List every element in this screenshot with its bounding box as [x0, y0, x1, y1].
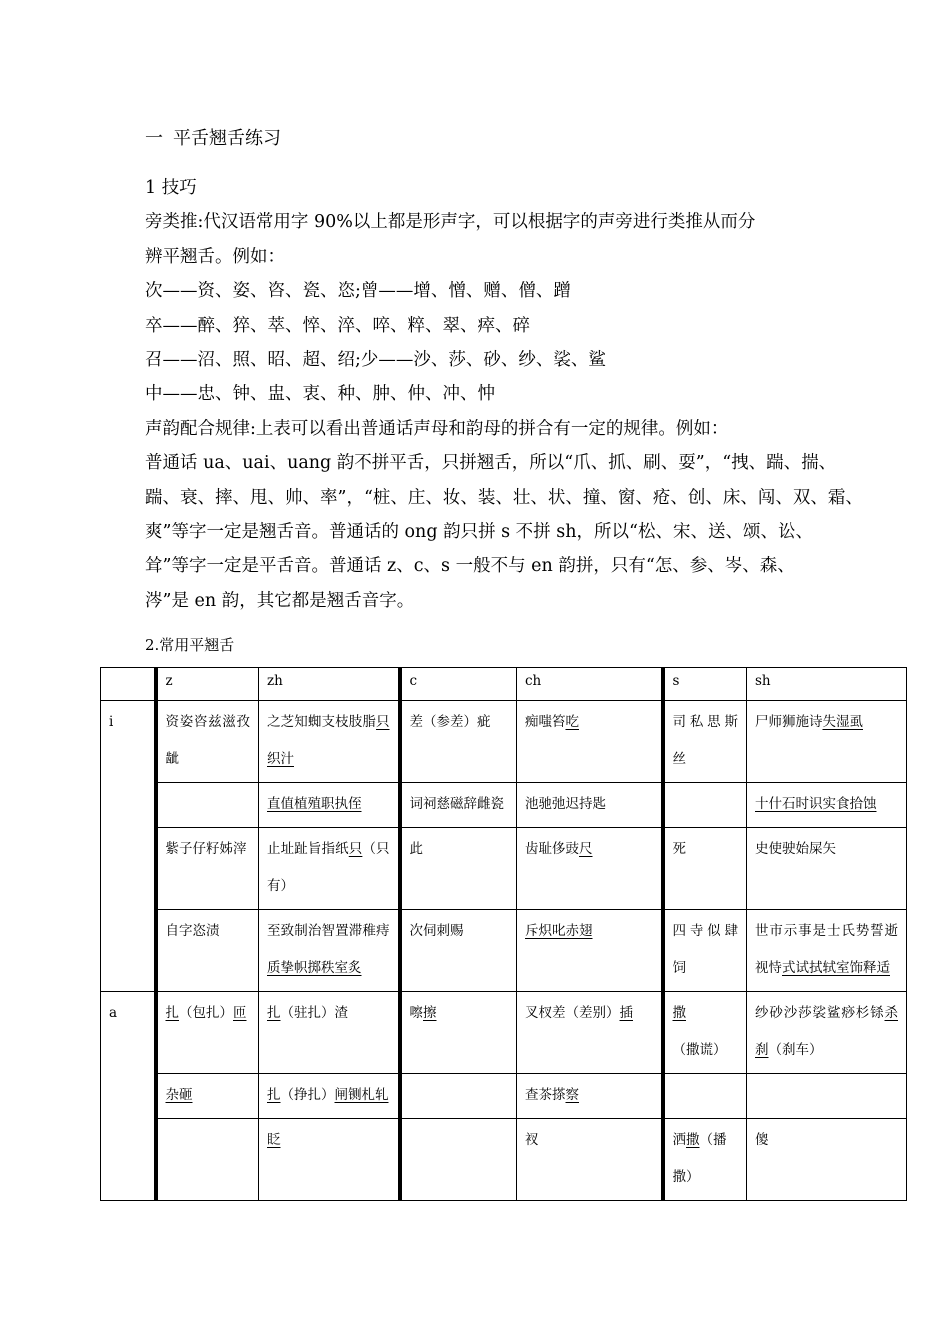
table-cell: [259, 828, 400, 910]
table-cell: [747, 701, 907, 783]
cell-text: 嚓: [409, 1005, 423, 1021]
table-row: [101, 783, 907, 828]
cell-text: 自字恣渍: [165, 923, 220, 939]
underlined-text: 眨: [267, 1132, 281, 1148]
table-cell: [259, 701, 400, 783]
cell-text: 查茶搽: [525, 1087, 566, 1103]
underlined-text: 扎: [267, 1005, 281, 1021]
table-cell: [400, 910, 517, 992]
cell-text: 纱砂沙莎裟鲨痧杉铩: [755, 1005, 885, 1021]
underlined-text: 斥炽叱赤翅: [525, 923, 593, 939]
cell-text: 史使驶始屎矢: [755, 841, 836, 857]
section-title: 平舌翘舌练习: [173, 128, 281, 149]
cell-text: 此: [409, 841, 423, 857]
underlined-text: 只织汁: [267, 714, 390, 767]
cell-text: 洒: [672, 1132, 686, 1148]
table-cell: [663, 783, 747, 828]
table-cell: [259, 910, 400, 992]
table-cell: [400, 783, 517, 828]
header-cell: zh: [259, 668, 400, 701]
body-line: 1 技巧: [145, 178, 197, 198]
underlined-text: 匝: [233, 1005, 247, 1021]
table-cell: [747, 783, 907, 828]
underlined-text: 只: [348, 841, 363, 857]
table-cell: [400, 992, 517, 1074]
underlined-text: 杂砸: [165, 1087, 193, 1103]
cell-text: 死: [672, 841, 686, 857]
underlined-text: 察: [565, 1087, 579, 1103]
table-cell: [400, 1119, 517, 1201]
header-cell: c: [400, 668, 517, 701]
table-row: [101, 992, 907, 1074]
underlined-text: 闸铡札轧: [334, 1087, 389, 1103]
cell-text: 痴嗤笞: [525, 714, 566, 730]
table-cell: [663, 910, 747, 992]
cell-text: 差（参差）疵: [409, 714, 491, 730]
table-body: [101, 701, 907, 1201]
underlined-text: 直值植殖职执侄: [267, 796, 362, 812]
table-row: [101, 1119, 907, 1201]
underlined-text: 擦: [423, 1005, 437, 1021]
underlined-text: 插: [619, 1005, 633, 1021]
header-cell: sh: [747, 668, 907, 701]
body-line: 卒——醉、猝、萃、悴、淬、啐、粹、翠、瘁、碎: [145, 315, 530, 336]
body-line: 旁类推:代汉语常用字 90%以上都是形声字，可以根据字的声旁进行类推从而分: [145, 212, 756, 233]
cell-text: （刹车）: [768, 1042, 823, 1058]
table-row: [101, 701, 907, 783]
table-cell: [156, 701, 259, 783]
section-number: 一: [145, 128, 163, 149]
table-cell: [663, 1074, 747, 1119]
header-cell: s: [663, 668, 747, 701]
table-cell: [259, 783, 400, 828]
underlined-text: 质挚帜掷秩室炙: [267, 960, 362, 976]
table-cell: [156, 1119, 259, 1201]
table-cell: [663, 1119, 747, 1201]
cell-text: 资姿咨兹滋孜龇: [165, 714, 250, 767]
body-line: 涔”是 en 韵，其它都是翘舌音字。: [145, 590, 415, 611]
table-cell: [517, 910, 663, 992]
underlined-text: 十什石时识实食拾蚀: [755, 796, 877, 812]
cell-text: 之芝知蜘支枝肢脂: [267, 714, 376, 730]
underlined-text: 失湿虱: [822, 714, 863, 730]
table-caption: 2.常用平翘舌: [145, 636, 235, 654]
body-line: 爽”等字一定是翘舌音。普通话的 ong 韵只拼 s 不拼 sh，所以“松、宋、送、颂、讼、: [145, 522, 813, 543]
table-cell: [400, 1074, 517, 1119]
cell-text: （驻扎）渣: [280, 1005, 348, 1021]
table-cell: [156, 910, 259, 992]
body-line: 召——沼、照、昭、超、绍;少——沙、莎、砂、纱、裟、鲨: [145, 350, 606, 371]
cell-text: 紫子仔籽姊滓: [165, 841, 247, 857]
table-cell: [400, 701, 517, 783]
table-cell: [663, 992, 747, 1074]
header-cell: ch: [517, 668, 663, 701]
cell-text: 池驰弛迟持匙: [525, 796, 606, 812]
header-cell: z: [156, 668, 259, 701]
table-cell: [400, 828, 517, 910]
cell-text: 次伺刺赐: [409, 923, 464, 939]
cell-text: （挣扎）: [280, 1087, 335, 1103]
table-cell: [747, 992, 907, 1074]
underlined-text: 撒: [672, 1005, 686, 1021]
table-cell: [747, 828, 907, 910]
table-cell: [747, 1119, 907, 1201]
cell-text: （只有）: [267, 841, 390, 894]
table-cell: [259, 1119, 400, 1201]
body-line: 次——资、姿、咨、瓷、恣;曾——增、憎、赠、僧、蹭: [145, 281, 571, 302]
table-cell: [156, 1074, 259, 1119]
section-heading: [145, 124, 281, 150]
cell-text: （包扎）: [179, 1005, 233, 1021]
cell-text: 词祠慈磁辞雌瓷: [409, 796, 504, 812]
table-cell: [259, 992, 400, 1074]
cell-text: 齿耻侈豉: [525, 841, 579, 857]
underlined-text: 扎: [165, 1005, 179, 1021]
table-cell: [517, 828, 663, 910]
body-line: 中——忠、钟、盅、衷、种、肿、仲、冲、忡: [145, 384, 495, 405]
table-header-row: [101, 668, 907, 701]
pinyin-table: [100, 667, 907, 1201]
table-cell: [517, 783, 663, 828]
body-line: 普通话 ua、uai、uang 韵不拼平舌，只拼翘舌，所以“爪、抓、刷、耍”，“拽、踹、揣、: [145, 453, 837, 474]
cell-text: 衩: [525, 1132, 539, 1148]
row-label-cell: a: [101, 992, 156, 1201]
table-cell: [156, 783, 259, 828]
body-line: 踹、衰、摔、甩、帅、率”，“桩、庄、妆、装、壮、状、撞、窗、疮、创、床、闯、双、霜、: [145, 487, 863, 508]
table-row: [101, 910, 907, 992]
cell-text: 司私思斯丝: [672, 714, 738, 767]
body-line: 声韵配合规律:上表可以看出普通话声母和韵母的拼合有一定的规律。例如：: [145, 418, 729, 439]
table-cell: [663, 701, 747, 783]
table-cell: [156, 992, 259, 1074]
underlined-text: 吃: [565, 714, 579, 730]
underlined-text: 撒: [686, 1132, 700, 1148]
table-cell: [517, 1119, 663, 1201]
cell-text: 尸师狮施诗: [755, 714, 823, 730]
underlined-text: 杀刹: [755, 1005, 898, 1058]
table-cell: [259, 1074, 400, 1119]
table-row: [101, 828, 907, 910]
table-cell: [517, 701, 663, 783]
table-cell: [663, 828, 747, 910]
body-text: [145, 171, 863, 618]
cell-text: 世市示事是士氏势誓逝视恃: [755, 923, 898, 976]
cell-text: （撒谎）: [672, 1042, 727, 1058]
table-cell: [747, 910, 907, 992]
cell-text: 叉杈差（差别）: [525, 1005, 620, 1021]
table-cell: [747, 1074, 907, 1119]
table-cell: [517, 992, 663, 1074]
underlined-text: 扎: [267, 1087, 281, 1103]
header-cell: [101, 668, 156, 701]
cell-text: （播撒）: [672, 1132, 727, 1185]
table-cell: [517, 1074, 663, 1119]
underlined-text: 式试拭轼室饰释适: [782, 960, 890, 976]
cell-text: 止址趾旨指纸: [267, 841, 349, 857]
cell-text: 四寺似肆饲: [672, 923, 738, 976]
cell-text: 傻: [755, 1132, 769, 1148]
row-label-cell: i: [101, 701, 156, 992]
underlined-text: 尺: [579, 841, 593, 857]
body-line: 耸”等字一定是平舌音。普通话 z、c、s 一般不与 en 韵拼，只有“怎、参、岑、森、: [145, 556, 795, 577]
body-line: 辨平翘舌。例如：: [145, 246, 285, 267]
cell-text: 至致制治智置滞稚痔: [267, 923, 390, 939]
table-cell: [156, 828, 259, 910]
table-row: [101, 1074, 907, 1119]
